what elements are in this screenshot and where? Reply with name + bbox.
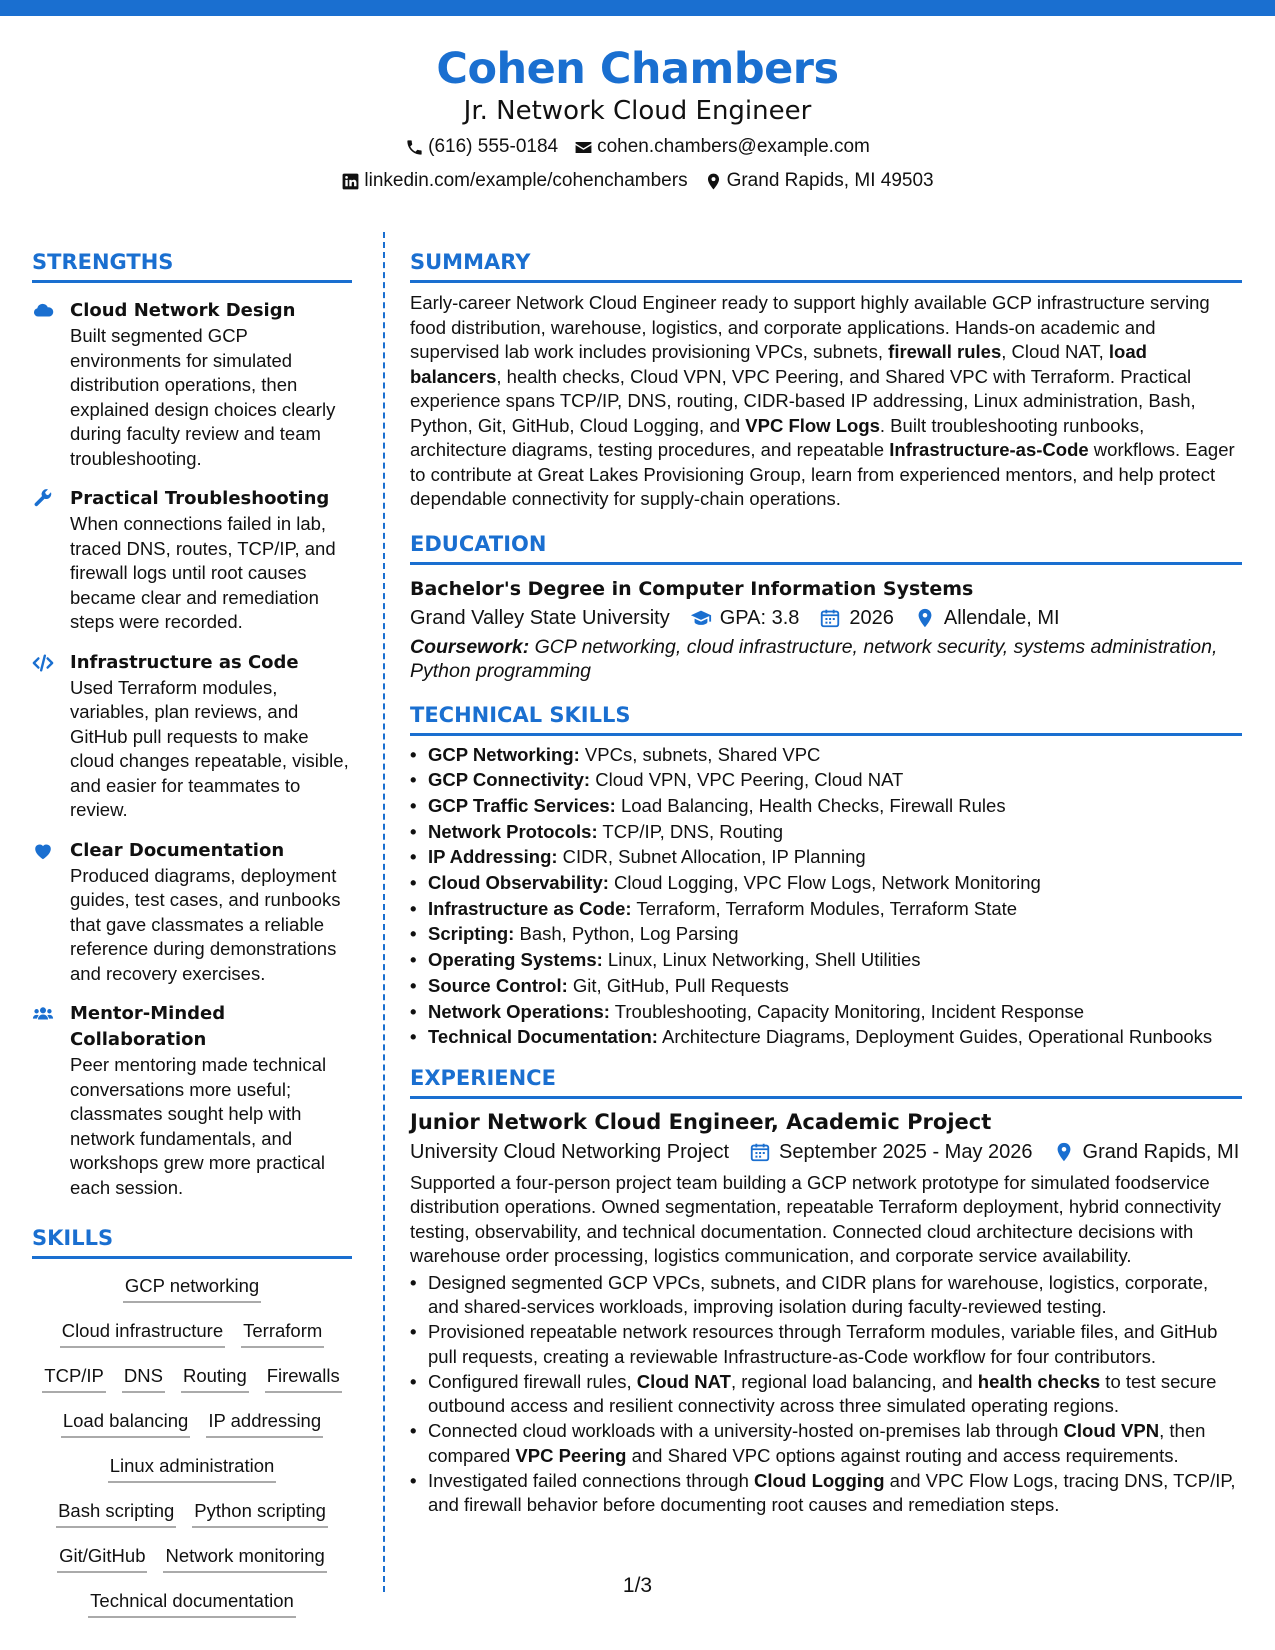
phone-text: (616) 555-0184: [428, 136, 559, 157]
technical-skill-category: Network Protocols:: [428, 820, 598, 842]
strength-desc: Built segmented GCP environments for simulated distribution operations, then explained design choices clearly during faculty review and team troubleshooting.: [70, 325, 336, 469]
contact-row-1: [0, 132, 1275, 162]
technical-skill-item: [410, 870, 1242, 896]
technical-skill-item: [410, 896, 1242, 922]
text-run: Designed segmented GCP VPCs, subnets, and CIDR plans for warehouse, logistics, corporate, and shared-services workloads, improving isolation during faculty-reviewed testing.: [428, 1271, 1209, 1318]
map-pin-icon: [1053, 1141, 1075, 1163]
strength-title: Infrastructure as Code: [70, 651, 299, 673]
page-number: 1/3: [622, 1574, 653, 1597]
technical-skill-values: TCP/IP, DNS, Routing: [597, 820, 784, 842]
bold-text: Infrastructure-as-Code: [889, 439, 1089, 460]
text-run: Early-career Network Cloud Engineer ready to support highly available GCP infrastructure serving food distribution, warehouse, logistics, and corporate applications. Hands-on academic and supervised lab work includes provisioning VPCs, subnets,: [410, 292, 1210, 362]
technical-skill-item: [410, 819, 1242, 845]
experience-bullets: [410, 1271, 1242, 1518]
skill-tag: Terraform: [241, 1318, 324, 1348]
strength-title: Clear Documentation: [70, 839, 285, 861]
technical-skill-category: Cloud Observability:: [428, 872, 609, 894]
skill-tag: Linux administration: [108, 1453, 277, 1483]
text-run: , health checks, Cloud VPN, VPC Peering, and Shared VPC with Terraform. Practical experience spans TCP/IP, DNS, routing, CIDR-based IP addressing, Linux administration, Bash, Python, Git, GitHub, Cloud Logging, and: [410, 365, 1196, 436]
cloud-icon: [32, 300, 54, 322]
skill-tag: Technical documentation: [88, 1588, 296, 1618]
bold-text: Cloud VPN: [1063, 1420, 1160, 1442]
technical-skill-item: [410, 947, 1242, 973]
right-column: [410, 248, 1242, 1518]
text-run: , regional load balancing, and: [730, 1370, 978, 1392]
bold-text: VPC Peering: [515, 1444, 627, 1466]
skill-row: [32, 1273, 352, 1303]
technical-skill-category: Infrastructure as Code:: [428, 897, 632, 919]
experience-location: Grand Rapids, MI: [1082, 1140, 1240, 1163]
strength-desc: Used Terraform modules, variables, plan reviews, and GitHub pull requests to make cloud changes repeatable, visible, and easier for teammates to review.: [70, 676, 349, 820]
bold-text: load balancers: [410, 341, 1147, 387]
strength-item: [32, 1001, 352, 1200]
technical-skill-category: GCP Traffic Services:: [428, 794, 616, 816]
coursework-text: GCP networking, cloud infrastructure, network security, systems administration, Python programming: [410, 635, 1218, 682]
coursework: [410, 635, 1242, 683]
experience-dates: September 2025 - May 2026: [779, 1140, 1033, 1163]
technical-skill-values: Cloud VPN, VPC Peering, Cloud NAT: [590, 769, 904, 791]
technical-skill-values: Cloud Logging, VPC Flow Logs, Network Monitoring: [608, 872, 1041, 894]
technical-skill-values: Git, GitHub, Pull Requests: [567, 974, 789, 996]
calendar-icon: [819, 607, 841, 629]
experience-heading: EXPERIENCE: [410, 1064, 1242, 1099]
skill-row: [32, 1408, 352, 1438]
gpa-text: GPA: 3.8: [719, 606, 800, 629]
education-heading: EDUCATION: [410, 530, 1242, 565]
experience-bullet: [410, 1370, 1242, 1419]
strength-item: [32, 650, 352, 823]
skill-tag: Routing: [181, 1363, 249, 1393]
text-run: , then compared: [428, 1420, 1206, 1466]
technical-skill-category: Scripting:: [428, 923, 515, 945]
experience-org: University Cloud Networking Project: [410, 1140, 730, 1163]
skill-tag: IP addressing: [206, 1408, 323, 1438]
heart-icon: [32, 840, 54, 862]
technical-skill-values: Architecture Diagrams, Deployment Guides, Operational Runbooks: [657, 1026, 1213, 1048]
technical-skill-category: Source Control:: [428, 974, 568, 996]
technical-skill-category: IP Addressing:: [428, 846, 558, 868]
bold-text: Cloud Logging: [754, 1469, 885, 1491]
technical-skill-category: Technical Documentation:: [428, 1026, 658, 1048]
skill-tag: Git/GitHub: [57, 1543, 147, 1573]
graduation-cap-icon: [690, 607, 712, 629]
technical-skill-values: Load Balancing, Health Checks, Firewall Rules: [615, 794, 1006, 816]
email-text: cohen.chambers@example.com: [597, 136, 870, 157]
strength-title: Practical Troubleshooting: [70, 488, 330, 509]
technical-skills-heading: TECHNICAL SKILLS: [410, 701, 1242, 736]
skill-row: [32, 1318, 352, 1348]
experience-bullet: [410, 1320, 1242, 1369]
phone-icon: [405, 138, 424, 157]
text-run: to test secure outbound access and resilient connectivity across three simulated operating regions.: [428, 1370, 1217, 1417]
technical-skill-values: Linux, Linux Networking, Shell Utilities: [602, 949, 921, 971]
candidate-title: Jr. Network Cloud Engineer: [463, 96, 812, 126]
skill-tag: Network monitoring: [163, 1543, 326, 1573]
skills-heading: SKILLS: [32, 1224, 352, 1259]
strength-item: [32, 838, 352, 987]
linkedin-contact[interactable]: [341, 166, 687, 196]
technical-skills-list: [410, 742, 1242, 1050]
strength-desc: Produced diagrams, deployment guides, test cases, and runbooks that gave classmates a reliable reference during demonstrations and recovery exercises.: [70, 864, 341, 984]
graduation-year: 2026: [849, 606, 894, 629]
phone-contact[interactable]: [405, 132, 558, 162]
envelope-icon: [574, 138, 593, 157]
technical-skill-values: VPCs, subnets, Shared VPC: [579, 743, 821, 765]
wrench-icon: [32, 488, 54, 510]
skill-tag: GCP networking: [123, 1273, 261, 1303]
experience-meta: [410, 1137, 1242, 1167]
skills-list: [32, 1273, 352, 1618]
education-meta: [410, 603, 1242, 633]
column-divider: [383, 232, 385, 1592]
skill-row: [32, 1363, 352, 1393]
text-run: Provisioned repeatable network resources through Terraform modules, variable files, and GitHub pull requests, creating a reviewable Infrastructure-as-Code workflow for four contributors.: [428, 1321, 1218, 1367]
strength-item: [32, 486, 352, 635]
text-run: , Cloud NAT,: [1001, 341, 1109, 362]
technical-skill-item: [410, 973, 1242, 999]
text-run: Investigated failed connections through: [428, 1469, 755, 1491]
linkedin-text: linkedin.com/example/cohenchambers: [364, 170, 688, 191]
coursework-label: Coursework:: [410, 635, 530, 658]
experience-bullet: [410, 1419, 1242, 1468]
skill-row: [32, 1498, 352, 1528]
skill-tag: Firewalls: [265, 1363, 342, 1393]
left-column: [32, 248, 352, 1633]
strength-desc: Peer mentoring made technical conversations more useful; classmates sought help with network fundamentals, and workshops grew more practical each session.: [70, 1054, 327, 1198]
technical-skill-item: [410, 999, 1242, 1025]
summary-text: [410, 291, 1242, 512]
bold-text: VPC Flow Logs: [745, 414, 880, 436]
candidate-name: Cohen Chambers: [436, 44, 839, 94]
technical-skill-values: CIDR, Subnet Allocation, IP Planning: [557, 846, 866, 868]
skill-tag: TCP/IP: [42, 1363, 106, 1393]
experience-bullet: [410, 1271, 1242, 1320]
skill-tag: DNS: [122, 1363, 165, 1393]
technical-skill-values: Troubleshooting, Capacity Monitoring, Incident Response: [609, 1000, 1085, 1022]
location-text: Grand Rapids, MI 49503: [726, 170, 934, 191]
map-pin-icon: [914, 607, 936, 629]
resume-header: [0, 40, 1275, 196]
skill-tag: Python scripting: [192, 1498, 328, 1528]
text-run: . Built troubleshooting runbooks, architecture diagrams, testing procedures, and repeatable: [410, 414, 1145, 460]
technical-skill-item: [410, 742, 1242, 768]
email-contact[interactable]: [574, 132, 870, 162]
contact-row-2: [0, 166, 1275, 196]
technical-skill-category: Network Operations:: [428, 1000, 610, 1022]
text-run: and VPC Flow Logs, tracing DNS, TCP/IP, and firewall behavior before documenting root causes and remediation steps.: [428, 1469, 1236, 1516]
linkedin-icon: [341, 172, 360, 191]
skill-tag: Bash scripting: [56, 1498, 176, 1528]
experience-bullet: [410, 1469, 1242, 1518]
bold-text: firewall rules: [888, 341, 1002, 362]
strength-item: [32, 298, 352, 471]
technical-skill-category: GCP Connectivity:: [428, 769, 591, 791]
skill-tag: Cloud infrastructure: [60, 1318, 225, 1348]
technical-skill-item: [410, 844, 1242, 870]
text-run: Connected cloud workloads with a university-hosted on-premises lab through: [428, 1420, 1064, 1442]
bold-text: Cloud NAT: [636, 1370, 731, 1392]
bold-text: health checks: [977, 1370, 1101, 1392]
technical-skill-category: GCP Networking:: [428, 743, 580, 765]
education-location: Allendale, MI: [943, 606, 1060, 629]
text-run: Configured firewall rules,: [428, 1370, 637, 1392]
calendar-icon: [749, 1141, 771, 1163]
map-pin-icon: [704, 172, 723, 191]
technical-skill-item: [410, 921, 1242, 947]
strengths-heading: STRENGTHS: [32, 248, 352, 283]
experience-intro: Supported a four-person project team building a GCP network prototype for simulated foodservice distribution operations. Owned segmentation, repeatable Terraform deployment, hybrid connectivity testing, observability, and technical documentation. Connected cloud architecture decisions with warehouse order processing, logistics communication, and corporate service availability.: [410, 1171, 1222, 1267]
strength-title: Cloud Network Design: [70, 300, 296, 321]
technical-skill-values: Terraform, Terraform Modules, Terraform State: [631, 897, 1018, 919]
summary-heading: SUMMARY: [410, 248, 1242, 283]
technical-skill-values: Bash, Python, Log Parsing: [514, 923, 739, 945]
technical-skill-category: Operating Systems:: [428, 949, 603, 971]
top-accent-bar: [0, 0, 1275, 16]
technical-skill-item: [410, 793, 1242, 819]
technical-skill-item: [410, 767, 1242, 793]
technical-skill-item: [410, 1024, 1242, 1050]
code-icon: [32, 652, 54, 674]
experience-role: Junior Network Cloud Engineer, Academic Project: [410, 1109, 992, 1134]
strength-desc: When connections failed in lab, traced DNS, routes, TCP/IP, and firewall logs until root causes became clear and remediation steps were recorded.: [70, 513, 336, 632]
school-name: Grand Valley State University: [410, 606, 670, 629]
strength-title: Mentor-Minded Collaboration: [70, 1003, 226, 1050]
skill-tag: Load balancing: [61, 1408, 191, 1438]
degree-title: Bachelor's Degree in Computer Information Systems: [410, 577, 974, 600]
skill-row: [32, 1453, 352, 1483]
text-run: workflows. Eager to contribute at Great Lakes Provisioning Group, learn from experienced mentors, and help protect dependable connectivity for supply-chain operations.: [410, 439, 1235, 509]
users-icon: [32, 1003, 54, 1025]
text-run: and Shared VPC options against routing and access requirements.: [626, 1444, 1179, 1466]
skill-row: [32, 1543, 352, 1573]
location-contact: [704, 166, 934, 196]
